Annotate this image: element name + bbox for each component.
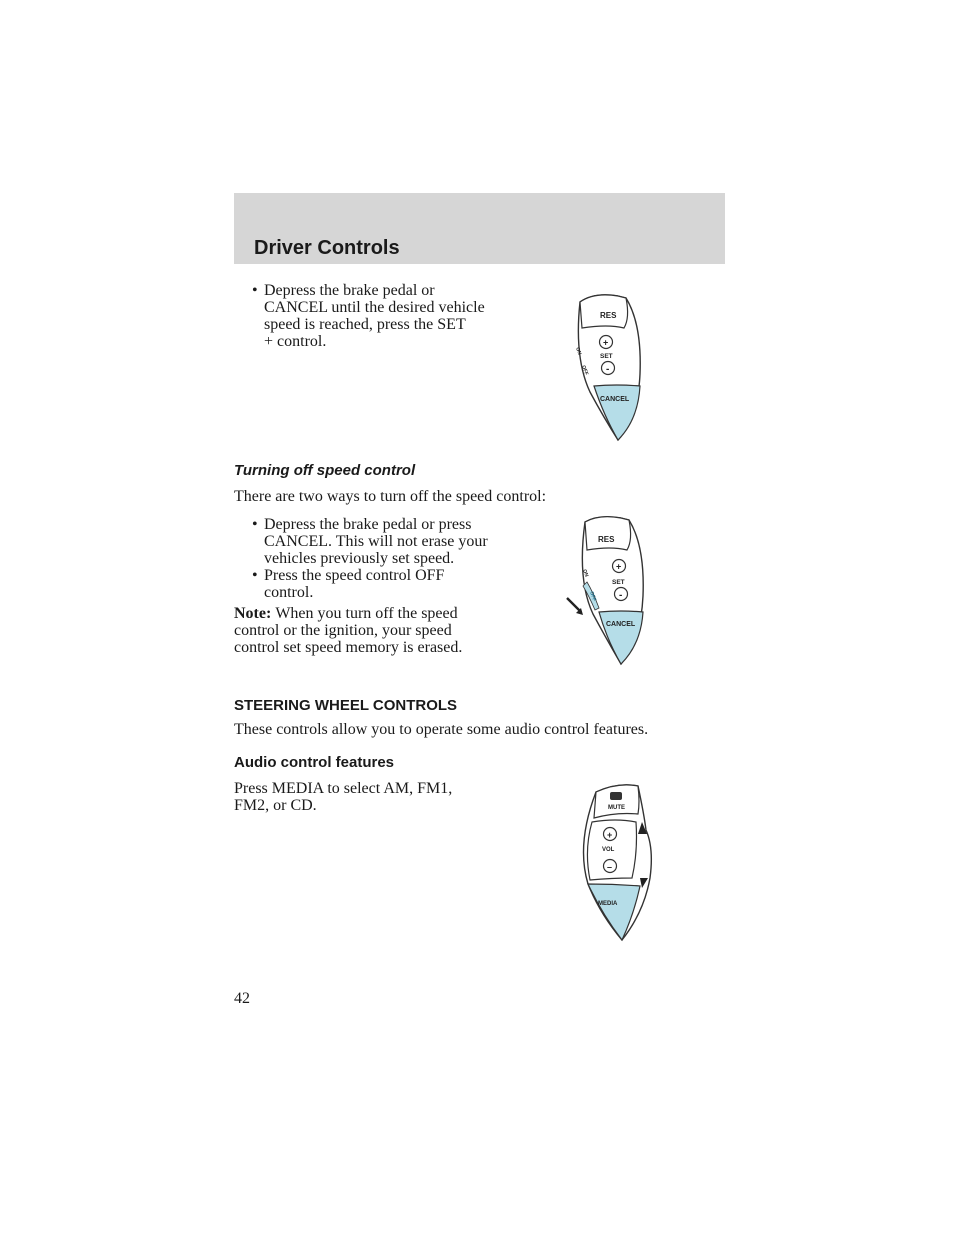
text-line: Press MEDIA to select AM, FM1,: [234, 780, 453, 797]
section2-heading: Turning off speed control: [234, 462, 416, 479]
text-line: + control.: [264, 333, 327, 350]
off-label: OFF: [588, 590, 598, 603]
speed-control-diagram-2: [555, 512, 660, 672]
page-number: 42: [234, 990, 250, 1007]
set-minus-label: -: [606, 364, 610, 375]
vol-minus-label: –: [607, 862, 613, 872]
text-line: FM2, or CD.: [234, 797, 317, 814]
section4-text: [234, 780, 452, 814]
text-line: Depress the brake pedal or: [264, 282, 435, 299]
section2-intro: There are two ways to turn off the speed control:: [234, 488, 547, 505]
bullet-marker: •: [252, 567, 258, 584]
section3-heading: STEERING WHEEL CONTROLS: [234, 697, 458, 714]
text-line: Depress the brake pedal or press: [264, 516, 472, 533]
section3-intro: These controls allow you to operate some audio control features.: [234, 721, 649, 738]
text-line: Press the speed control OFF: [264, 567, 445, 584]
media-button: [588, 884, 640, 940]
res-label: RES: [598, 535, 615, 544]
text-line: speed is reached, press the SET: [264, 316, 466, 333]
vol-label: VOL: [602, 847, 615, 853]
text-line: CANCEL until the desired vehicle: [264, 299, 485, 316]
on-label: ON: [581, 568, 590, 578]
cancel-label: CANCEL: [606, 621, 636, 628]
section2-item1: [264, 516, 488, 567]
bullet-marker: •: [252, 516, 258, 533]
text-line: control set speed memory is erased.: [234, 639, 463, 656]
set-plus-label: +: [603, 337, 609, 348]
section2-note: [234, 605, 462, 656]
off-label: OFF: [580, 364, 590, 377]
vol-plus-label: +: [607, 830, 613, 840]
section1-bullet-text: [264, 282, 485, 350]
page-header-title: Driver Controls: [254, 237, 400, 259]
on-label: ON: [574, 346, 583, 356]
note-label: Note:: [234, 605, 272, 622]
text-line: CANCEL. This will not erase your: [264, 533, 488, 550]
note-first-line: When you turn off the speed: [275, 605, 458, 622]
text-line: vehicles previously set speed.: [264, 550, 455, 567]
res-label: RES: [600, 311, 617, 320]
arrow-icon: [567, 598, 581, 612]
speed-control-diagram-1: [560, 288, 660, 448]
set-label: SET: [612, 579, 625, 586]
phone-icon: [610, 792, 622, 800]
mute-label: MUTE: [608, 805, 625, 811]
text-line: control or the ignition, your speed: [234, 622, 452, 639]
audio-control-diagram: [570, 780, 660, 945]
section2-item2: [264, 567, 444, 601]
text-line: control.: [264, 584, 314, 601]
set-label: SET: [600, 353, 613, 360]
set-plus-label: +: [616, 561, 622, 572]
media-label: MEDIA: [598, 901, 618, 907]
bullet-marker: •: [252, 282, 258, 299]
cancel-label: CANCEL: [600, 396, 630, 403]
set-minus-label: -: [619, 590, 623, 601]
header-band: [234, 193, 725, 264]
section4-heading: Audio control features: [234, 754, 395, 771]
